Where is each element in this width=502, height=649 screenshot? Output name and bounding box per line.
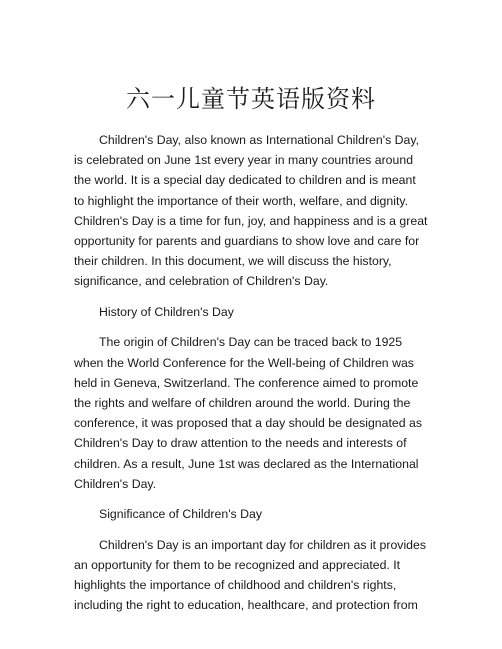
section-heading-history: History of Children's Day	[99, 304, 234, 319]
document-title: 六一儿童节英语版资料	[126, 85, 376, 113]
document-body	[74, 130, 429, 626]
history-paragraph: The origin of Children's Day can be traced back to 1925 when the World Conference for the Well-being of Children was held in Geneva, Switzerland. The conference aimed to promote the rights and welfare of children around the world. During the conference, it was proposed that a day should be designated as Children's Day to draw attention to the needs and interests of children. As a result, June 1st was declared as the International Children's Day.	[74, 335, 422, 491]
significance-paragraph: Children's Day is an important day for children as it provides an opportunity for them to be recognized and appreciated. It highlights the importance of childhood and children's rights, including the right to education, healthcare, and protection from	[74, 537, 426, 613]
section-heading-significance: Significance of Children's Day	[99, 507, 262, 522]
intro-paragraph: Children's Day, also known as International Children's Day, is celebrated on June 1st every year in many countries around the world. It is a special day dedicated to children and is meant to highlight the importance of their worth, welfare, and dignity. Children's Day is a time for fun, joy, and happiness and is a great opportunity for parents and guardians to show love and care for their children. In this document, we will discuss the history, significance, and celebration of Children's Day.	[74, 133, 428, 289]
